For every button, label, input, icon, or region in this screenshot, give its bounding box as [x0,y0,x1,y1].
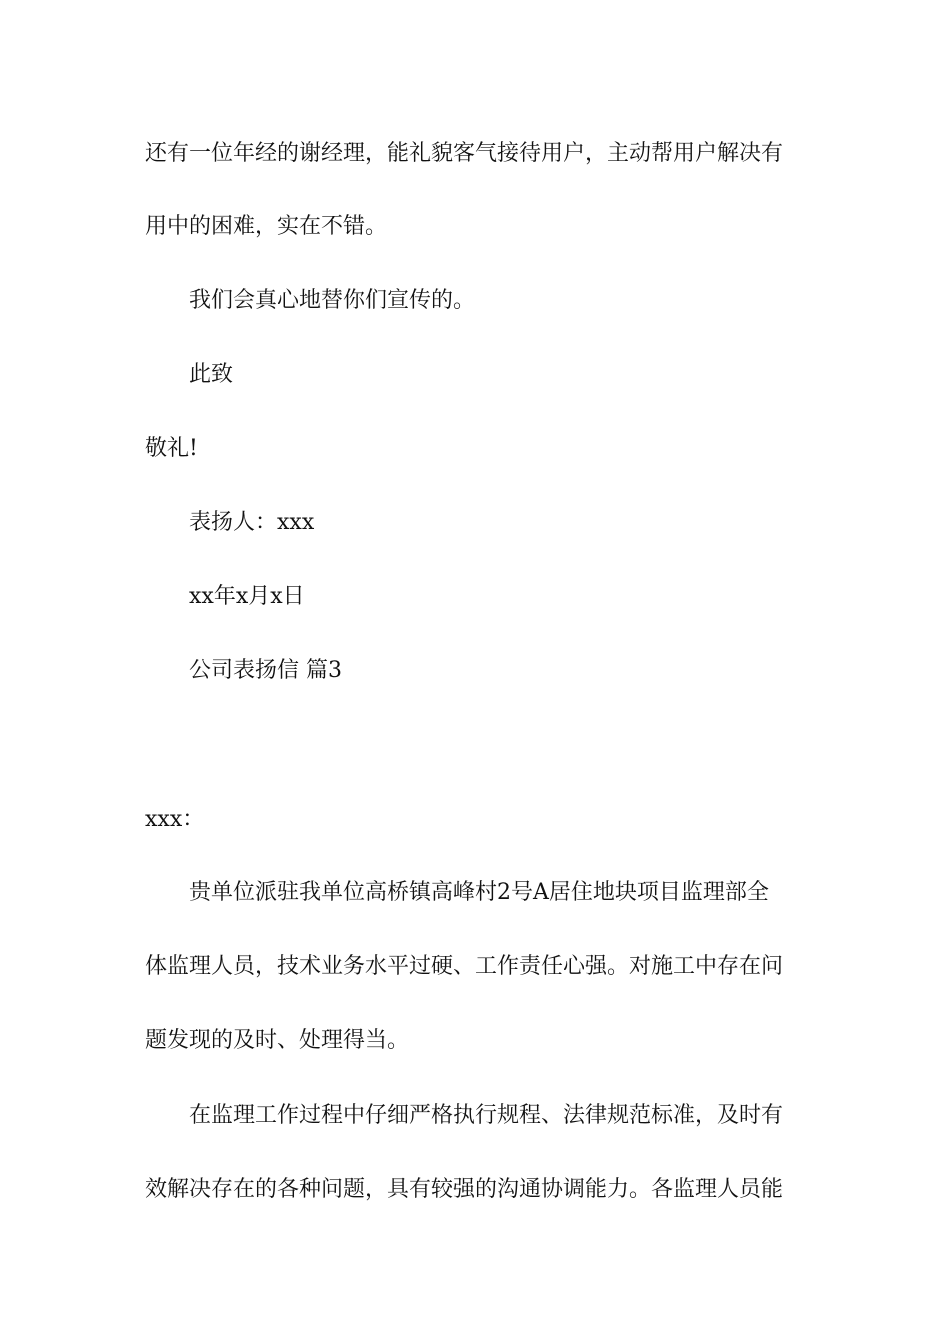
date-line: xx年x月x日 [189,584,305,609]
paragraph-line: 我们会真心地替你们宣传的。 [189,288,476,313]
paragraph-line: 还有一位年经的谢经理，能礼貌客气接待用户，主动帮用户解决有 [145,141,784,166]
recipient-line: xxx： [145,807,205,832]
paragraph-line: 用中的困难，实在不错。 [145,214,388,239]
paragraph-line: 体监理人员，技术业务水平过硬、工作责任心强。对施工中存在问 [145,954,784,979]
paragraph-line: 贵单位派驻我单位高桥镇高峰村2号A居住地块项目监理部全 [189,880,769,905]
paragraph-line: 效解决存在的各种问题，具有较强的沟通协调能力。各监理人员能 [145,1177,784,1202]
paragraph-line: 题发现的及时、处理得当。 [145,1028,410,1053]
paragraph-line: 在监理工作过程中仔细严格执行规程、法律规范标准，及时有 [189,1103,784,1128]
salutation-line: 敬礼! [145,436,198,461]
closing-line: 此致 [189,362,234,387]
signature-line: 表扬人：xxx [189,510,315,535]
section-heading: 公司表扬信 篇3 [189,658,342,683]
